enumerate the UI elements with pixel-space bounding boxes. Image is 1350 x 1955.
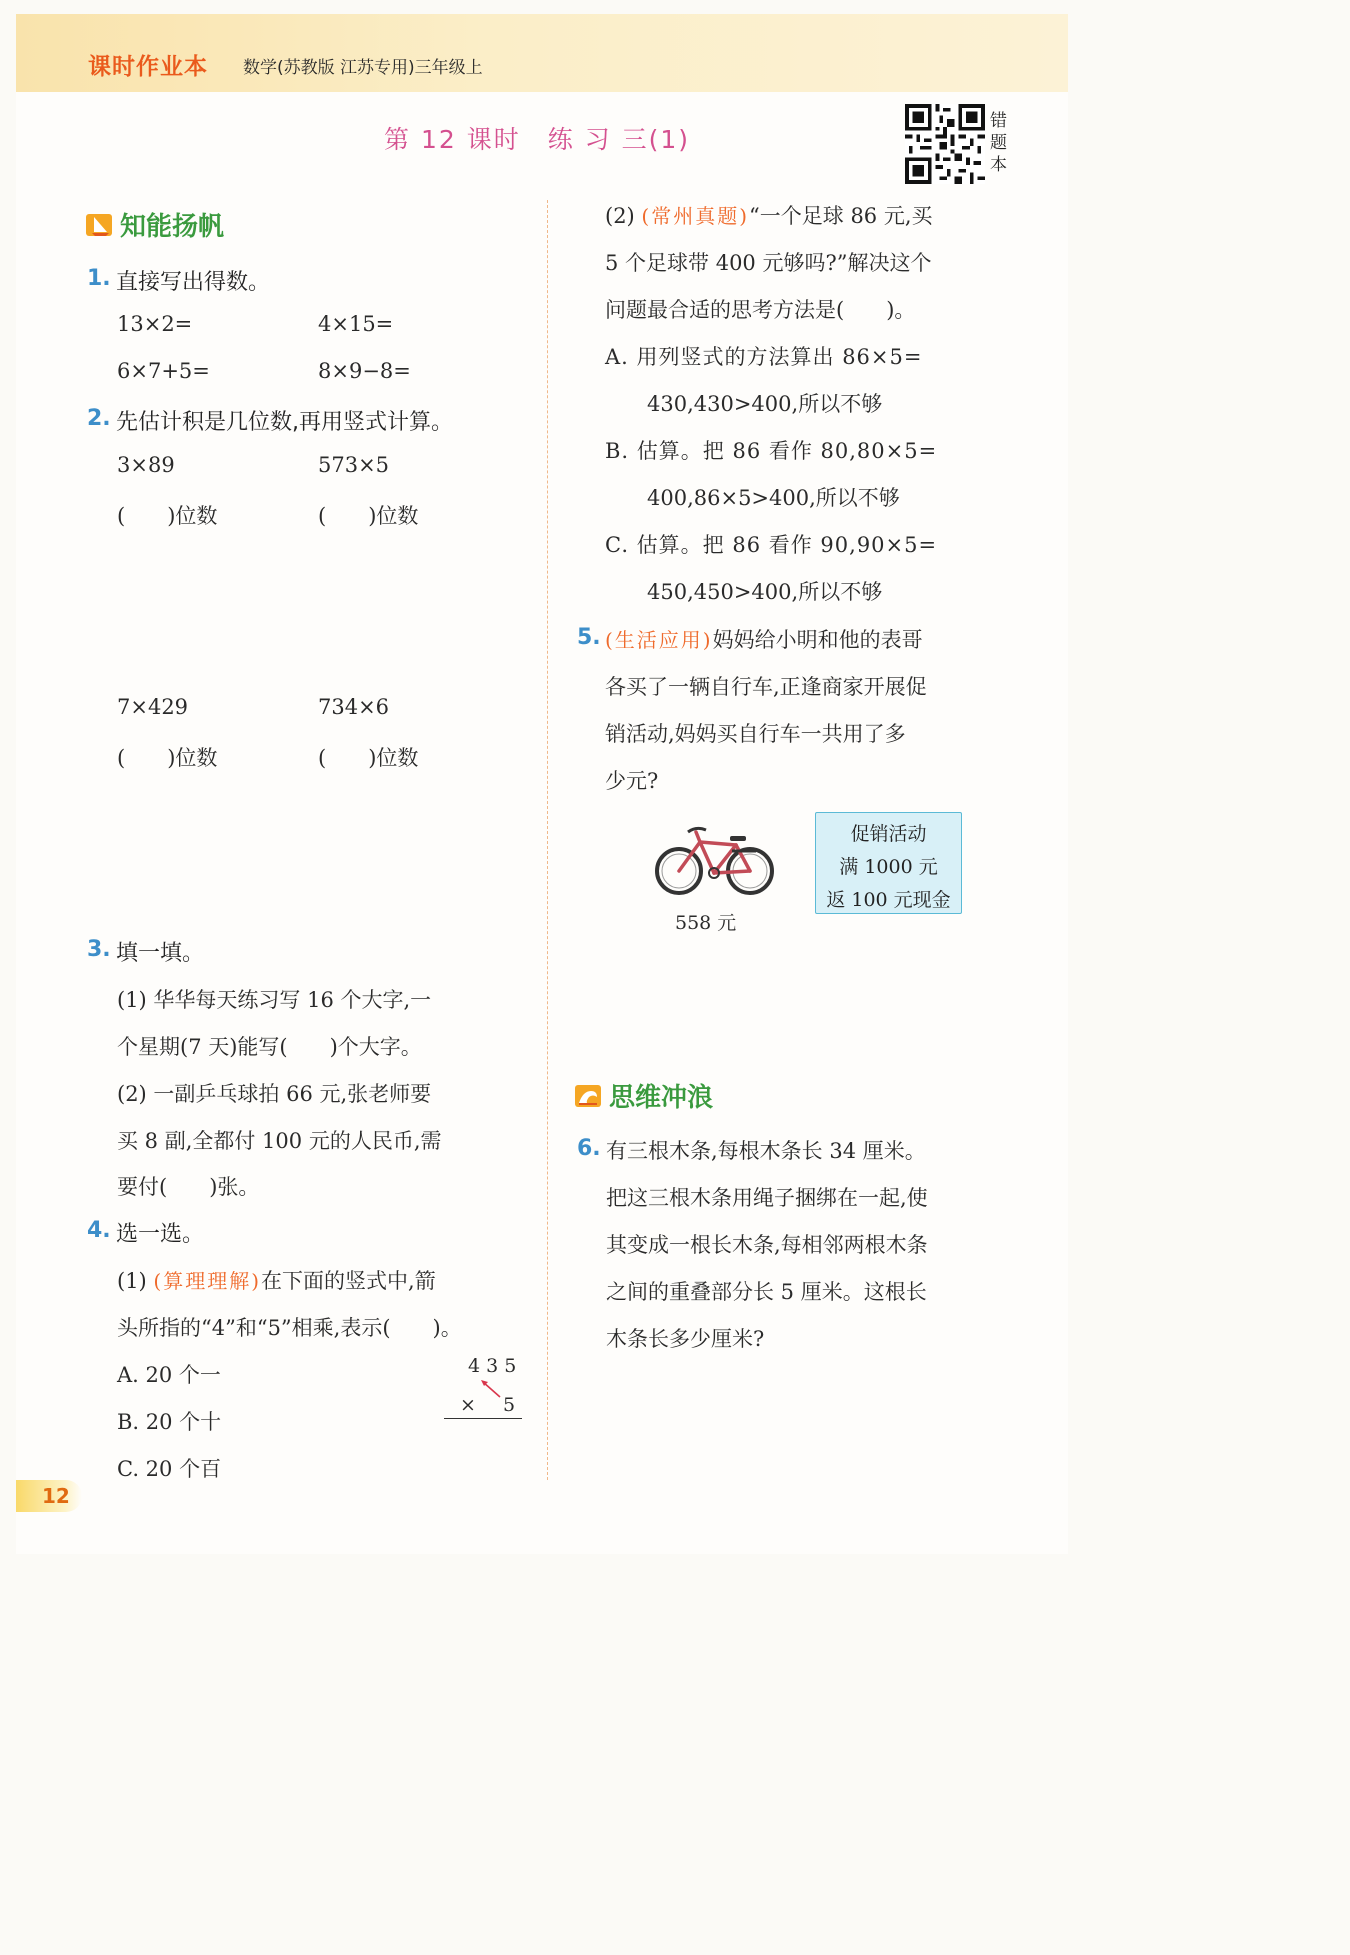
wave-icon (575, 1083, 603, 1109)
q4-p2-option-cont: 430,430>400,所以不够 (647, 392, 883, 416)
q2-answer-blank[interactable]: ( )位数 (117, 746, 218, 770)
vertical-top-number: 4 3 5 (468, 1355, 517, 1377)
vertical-bottom-number: 5 (503, 1394, 516, 1416)
q4-heading: 选一选。 (116, 1222, 205, 1247)
section-basic-heading (86, 206, 224, 243)
q3-text-line: 个星期(7 天)能写( )个大字。 (117, 1035, 422, 1059)
q4-p1-text: 在下面的竖式中,箭 (261, 1269, 436, 1293)
q4-p2-line: 5 个足球带 400 元够吗?”解决这个 (605, 251, 932, 275)
promo-line: 满 1000 元 (839, 856, 938, 878)
qr-code-icon[interactable] (905, 104, 985, 184)
column-divider (547, 200, 548, 1480)
q6-line: 有三根木条,每根木条长 34 厘米。 (606, 1139, 926, 1163)
section-advanced-heading (575, 1077, 713, 1114)
q1-item: 4×15= (318, 312, 394, 336)
vertical-operator: × (460, 1394, 476, 1416)
q4-number: 4. (87, 1218, 111, 1243)
q2-item: 7×429 (117, 695, 189, 719)
q5-line: 销活动,妈妈买自行车一共用了多 (605, 722, 906, 746)
q3-text-line: 要付( )张。 (117, 1175, 260, 1199)
q4-p2-option[interactable]: C. 估算。把 86 看作 90,90×5= (605, 533, 938, 557)
q3-number: 3. (87, 937, 111, 962)
q4-p2-text: “一个足球 86 元,买 (749, 204, 933, 228)
bicycle-icon (652, 820, 778, 900)
q4-p2-option[interactable]: A. 用列竖式的方法算出 86×5= (605, 345, 923, 369)
q4-p2-option-cont: 400,86×5>400,所以不够 (647, 486, 900, 510)
q6-number: 6. (577, 1136, 601, 1161)
q6-line: 其变成一根长木条,每相邻两根木条 (606, 1233, 928, 1257)
q5-tag: (生活应用) (605, 628, 713, 652)
q4-p2-line1 (605, 200, 933, 230)
q5-line: 少元? (605, 769, 659, 793)
q1-item: 13×2= (117, 312, 193, 336)
q3-text-line: 买 8 副,全都付 100 元的人民币,需 (117, 1129, 442, 1153)
q1-heading: 直接写出得数。 (116, 270, 271, 295)
qr-label: 错题本 (990, 111, 1007, 175)
q5-number: 5. (577, 625, 601, 650)
sail-icon (86, 212, 114, 238)
q3-text-line: (2) 一副乒乓球拍 66 元,张老师要 (117, 1082, 432, 1106)
q2-answer-blank[interactable]: ( )位数 (318, 504, 419, 528)
promo-box (815, 812, 962, 914)
q2-answer-blank[interactable]: ( )位数 (117, 504, 218, 528)
page-number: 12 (16, 1480, 82, 1512)
q5-line1 (605, 624, 923, 654)
bike-price: 558 元 (675, 912, 737, 934)
q5-text: 妈妈给小明和他的表哥 (712, 628, 923, 652)
q5-line: 各买了一辆自行车,正逢商家开展促 (605, 675, 927, 699)
q1-item: 6×7+5= (117, 359, 210, 383)
q2-heading: 先估计积是几位数,再用竖式计算。 (116, 410, 453, 435)
q4-p2-option-cont: 450,450>400,所以不够 (647, 580, 883, 604)
q2-answer-blank[interactable]: ( )位数 (318, 746, 419, 770)
q6-line: 之间的重叠部分长 5 厘米。这根长 (606, 1280, 927, 1304)
arrow-icon (478, 1378, 504, 1400)
section-basic-title: 知能扬帆 (120, 212, 225, 242)
q4-p2-line: 问题最合适的思考方法是( )。 (605, 298, 916, 322)
promo-line: 返 100 元现金 (826, 889, 951, 911)
q2-item: 3×89 (117, 453, 175, 477)
q4-p1-option[interactable]: A. 20 个一 (117, 1363, 221, 1387)
q2-number: 2. (87, 406, 111, 431)
q4-p1-prefix: (1) (117, 1269, 154, 1293)
q4-p2-option[interactable]: B. 估算。把 86 看作 80,80×5= (605, 439, 938, 463)
q4-p1-option[interactable]: C. 20 个百 (117, 1457, 222, 1481)
q1-number: 1. (87, 266, 111, 291)
q1-item: 8×9−8= (318, 359, 411, 383)
lesson-title: 第 12 课时 练 习 三(1) (384, 125, 691, 154)
q2-item: 573×5 (318, 453, 390, 477)
q3-heading: 填一填。 (116, 941, 205, 966)
q4-p2-prefix: (2) (605, 204, 642, 228)
q3-text-line: (1) 华华每天练习写 16 个大字,一 (117, 988, 432, 1012)
q4-p1-line1 (117, 1265, 436, 1295)
q2-item: 734×6 (318, 695, 390, 719)
brand-title: 课时作业本 (88, 54, 208, 80)
q4-p1-option[interactable]: B. 20 个十 (117, 1410, 222, 1434)
q4-p2-tag: (常州真题) (641, 204, 750, 228)
q6-line: 把这三根木条用绳子捆绑在一起,使 (606, 1186, 928, 1210)
q4-p1-line2: 头所指的“4”和“5”相乘,表示( )。 (117, 1316, 462, 1340)
q4-p1-tag: (算理理解) (153, 1269, 262, 1293)
vertical-rule (444, 1418, 522, 1419)
promo-title: 促销活动 (850, 823, 927, 845)
book-subtitle: 数学(苏教版 江苏专用)三年级上 (243, 58, 483, 78)
section-advanced-title: 思维冲浪 (609, 1083, 714, 1113)
q6-line: 木条长多少厘米? (606, 1327, 765, 1351)
